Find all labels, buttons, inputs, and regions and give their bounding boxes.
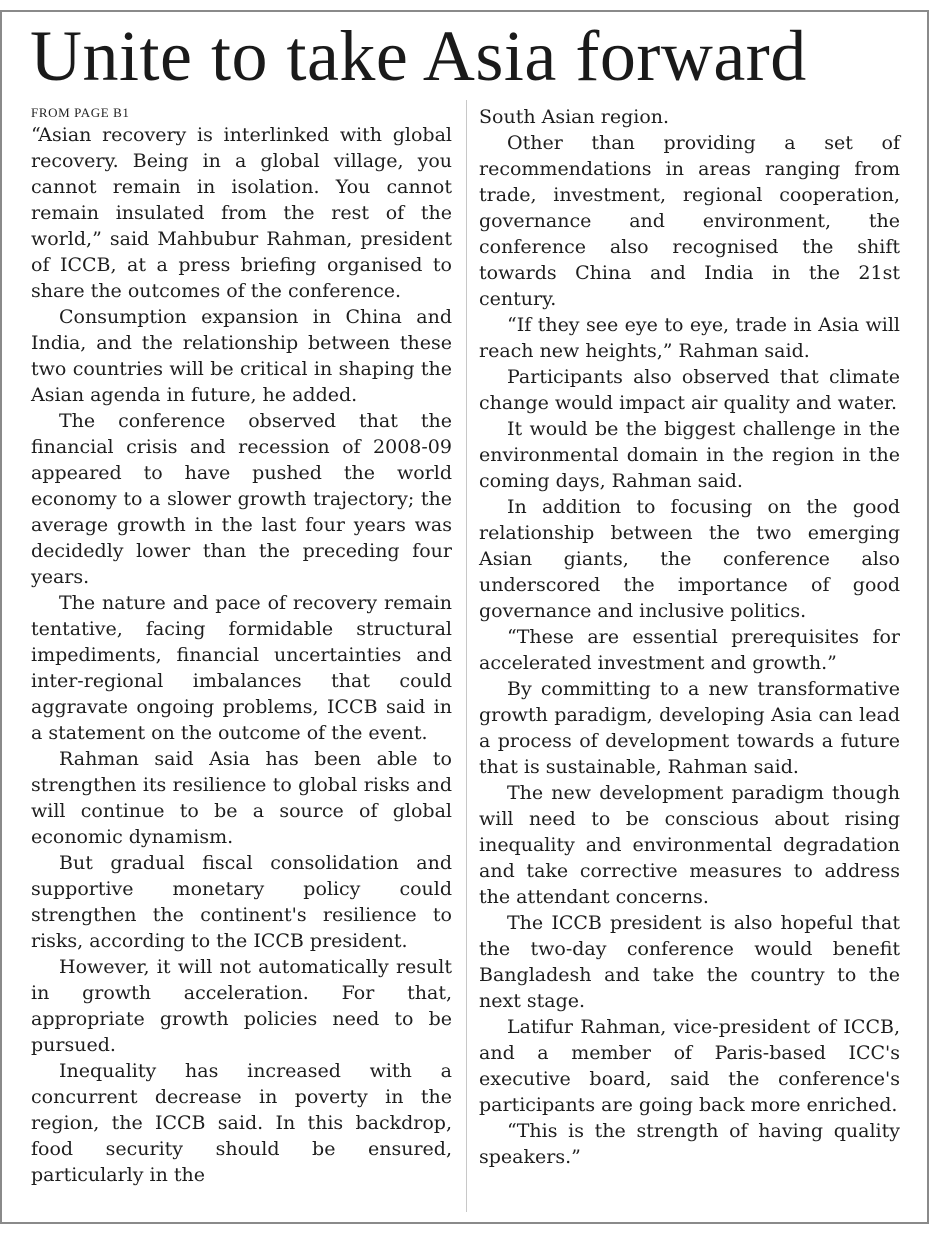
paragraph: “These are essential prerequisites for accelerated investment and growth.” — [479, 626, 900, 674]
paragraph: In addition to focusing on the good relationship between the two emerging Asian giants, the conference also underscored the importance of good governance and inclusive politics. — [479, 496, 900, 622]
paragraph: The new development paradigm though will need to be conscious about rising inequality and environmental degradation and take corrective measures to address the attendant concerns. — [479, 782, 900, 908]
paragraph: It would be the biggest challenge in the environmental domain in the region in the coming days, Rahman said. — [479, 418, 900, 492]
paragraph: The nature and pace of recovery remain tentative, facing formidable structural impediments, financial uncertainties and inter-regional imbalances that could aggravate ongoing problems, ICCB said in a statement on the outcome of the event. — [31, 592, 452, 744]
paragraph: Participants also observed that climate change would impact air quality and water. — [479, 366, 900, 414]
left-column — [31, 104, 452, 1188]
column-divider — [466, 100, 467, 1212]
frame-bottom-border — [0, 1222, 929, 1224]
paragraph: Latifur Rahman, vice-president of ICCB, and a member of Paris-based ICC's executive board, said the conference's participants are going back more enriched. — [479, 1016, 900, 1116]
paragraph: Rahman said Asia has been able to strengthen its resilience to global risks and will continue to be a source of global economic dynamism. — [31, 748, 452, 848]
right-column — [479, 104, 900, 1170]
paragraph-continued: South Asian region. — [479, 106, 670, 128]
paragraph: The ICCB president is also hopeful that the two-day conference would benefit Bangladesh and take the country to the next stage. — [479, 912, 900, 1012]
frame-left-border — [0, 10, 2, 1224]
paragraph: However, it will not automatically result in growth acceleration. For that, appropriate growth policies need to be pursued. — [31, 956, 452, 1056]
paragraph: But gradual fiscal consolidation and supportive monetary policy could strengthen the continent's resilience to risks, according to the ICCB president. — [31, 852, 452, 952]
frame-top-border — [0, 10, 929, 12]
paragraph: “If they see eye to eye, trade in Asia will reach new heights,” Rahman said. — [479, 314, 900, 362]
paragraph: “Asian recovery is interlinked with global recovery. Being in a global village, you cannot remain in isolation. You cannot remain insulated from the rest of the world,” said Mahbubur Rahman, president of ICCB, at a press briefing organised to share the outcomes of the conference. — [31, 124, 452, 302]
paragraph: “This is the strength of having quality speakers.” — [479, 1120, 900, 1168]
paragraph: The conference observed that the financial crisis and recession of 2008-09 appeared to have pushed the world economy to a slower growth trajectory; the average growth in the last four years was decidedly lower than the preceding four years. — [31, 410, 452, 588]
paragraph: Consumption expansion in China and India, and the relationship between these two countries will be critical in shaping the Asian agenda in future, he added. — [31, 306, 452, 406]
headline: Unite to take Asia forward — [30, 16, 807, 96]
paragraph: Inequality has increased with a concurrent decrease in poverty in the region, the ICCB said. In this backdrop, food security should be ensured, particularly in the — [31, 1060, 452, 1186]
paragraph: By committing to a new transformative growth paradigm, developing Asia can lead a process of development towards a future that is sustainable, Rahman said. — [479, 678, 900, 778]
paragraph: Other than providing a set of recommendations in areas ranging from trade, investment, regional cooperation, governance and environment, the conference also recognised the shift towards China and India in the 21st century. — [479, 132, 900, 310]
dateline: FROM PAGE B1 — [31, 105, 130, 120]
